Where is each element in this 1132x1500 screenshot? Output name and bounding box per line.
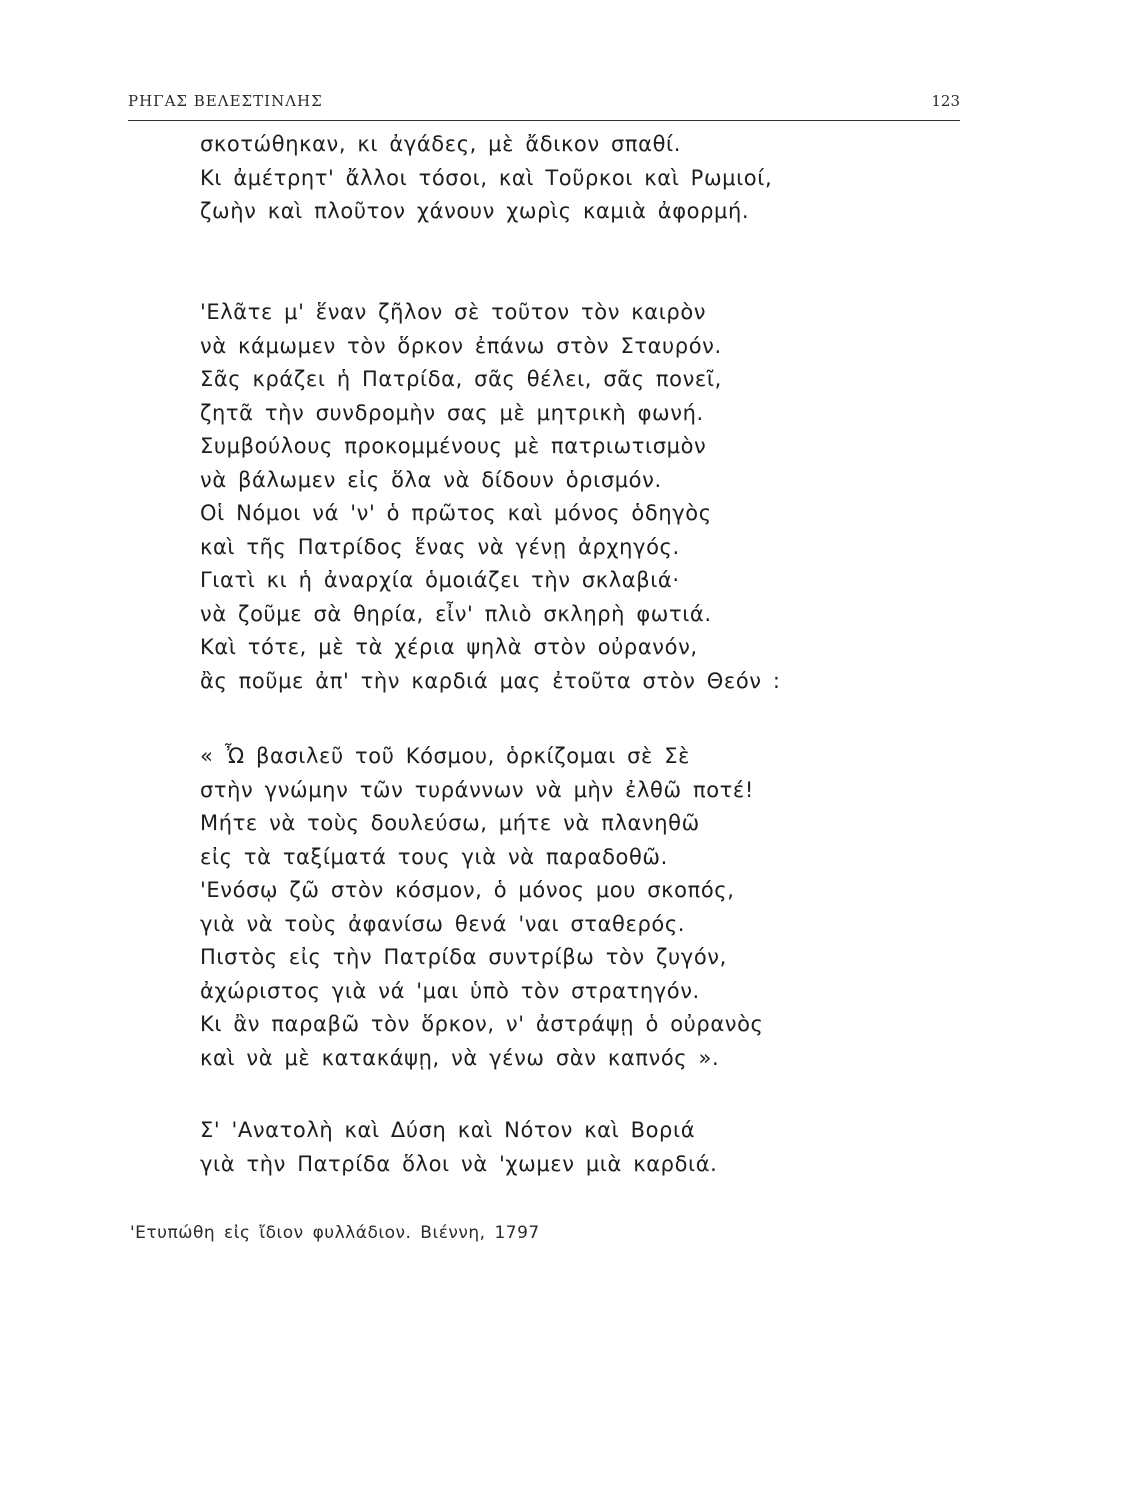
stanza-1 bbox=[200, 128, 772, 229]
verse-line: Οἱ Νόμοι νά 'ν' ὁ πρῶτος καὶ μόνος ὁδηγὸς bbox=[200, 501, 712, 525]
verse-line: καὶ τῆς Πατρίδος ἕνας νὰ γένῃ ἀρχηγός. bbox=[200, 534, 680, 559]
verse-line: εἰς τὰ ταξίματά τους γιὰ νὰ παραδοθῶ. bbox=[200, 844, 668, 869]
running-header bbox=[128, 92, 960, 126]
verse-line: ζητᾶ τὴν συνδρομὴν σας μὲ μητρικὴ φωνή. bbox=[200, 400, 704, 425]
verse-line: Κι ἀμέτρητ' ἄλλοι τόσοι, καὶ Τοῦρκοι καὶ Ρωμιοί, bbox=[200, 165, 773, 190]
verse-line: Σᾶς κράζει ἡ Πατρίδα, σᾶς θέλει, σᾶς πονεῖ, bbox=[200, 367, 722, 391]
verse-line: γιὰ τὴν Πατρίδα ὅλοι νὰ 'χωμεν μιὰ καρδιά. bbox=[200, 1151, 718, 1176]
stanza-3-oath bbox=[200, 740, 764, 1075]
verse-line: νὰ κάμωμεν τὸν ὅρκον ἐπάνω στὸν Σταυρόν. bbox=[200, 333, 722, 358]
page-number: 123 bbox=[931, 92, 960, 110]
verse-line: Μήτε νὰ τοὺς δουλεύσω, μήτε νὰ πλανηθῶ bbox=[200, 811, 700, 835]
imprint-note: 'Ετυπώθη εἰς ἴδιον φυλλάδιον. Βιέννη, 1797 bbox=[130, 1223, 540, 1243]
verse-line: σκοτώθηκαν, κι ἀγάδες, μὲ ἄδικον σπαθί. bbox=[200, 132, 682, 156]
verse-line: νὰ ζοῦμε σὰ θηρία, εἶν' πλιὸ σκληρὴ φωτιά. bbox=[200, 601, 712, 626]
verse-line: Γιατὶ κι ἡ ἀναρχία ὁμοιάζει τὴν σκλαβιά· bbox=[200, 568, 680, 592]
header-title: ΡΗΓΑΣ ΒΕΛΕΣΤΙΝΛΗΣ bbox=[128, 92, 323, 110]
verse-line: νὰ βάλωμεν εἰς ὅλα νὰ δίδουν ὁρισμόν. bbox=[200, 467, 662, 492]
verse-line: « Ὦ βασιλεῦ τοῦ Κόσμου, ὁρκίζομαι σὲ Σὲ bbox=[200, 744, 691, 768]
verse-line: ἂς ποῦμε ἀπ' τὴν καρδιά μας ἐτοῦτα στὸν Θεόν : bbox=[200, 668, 781, 693]
verse-line: γιὰ νὰ τοὺς ἀφανίσω θενά 'ναι σταθερός. bbox=[200, 911, 686, 936]
verse-line: 'Ελᾶτε μ' ἕναν ζῆλον σὲ τοῦτον τὸν καιρὸν bbox=[200, 300, 707, 324]
verse-line: 'Ενόσῳ ζῶ στὸν κόσμον, ὁ μόνος μου σκοπός, bbox=[200, 878, 735, 902]
header-rule bbox=[128, 120, 960, 121]
stanza-2 bbox=[200, 296, 781, 698]
verse-line: Καὶ τότε, μὲ τὰ χέρια ψηλὰ στὸν οὐρανόν, bbox=[200, 635, 698, 659]
verse-line: Κι ἂν παραβῶ τὸν ὅρκον, ν' ἀστράψῃ ὁ οὐρανὸς bbox=[200, 1012, 764, 1036]
verse-line: ζωὴν καὶ πλοῦτον χάνουν χωρὶς καμιὰ ἀφορμή. bbox=[200, 199, 750, 223]
verse-line: Συμβούλους προκομμένους μὲ πατριωτισμὸν bbox=[200, 434, 707, 458]
stanza-4 bbox=[200, 1114, 717, 1181]
verse-line: καὶ νὰ μὲ κατακάψῃ, νὰ γένω σὰν καπνός ». bbox=[200, 1045, 720, 1070]
verse-line: ἀχώριστος γιὰ νά 'μαι ὑπὸ τὸν στρατηγόν. bbox=[200, 978, 700, 1003]
verse-line: στὴν γνώμην τῶν τυράννων νὰ μὴν ἐλθῶ ποτέ! bbox=[200, 777, 754, 802]
verse-line: Σ' 'Ανατολὴ καὶ Δύση καὶ Νότον καὶ Βοριά bbox=[200, 1118, 696, 1142]
verse-line: Πιστὸς εἰς τὴν Πατρίδα συντρίβω τὸν ζυγόν, bbox=[200, 945, 727, 969]
